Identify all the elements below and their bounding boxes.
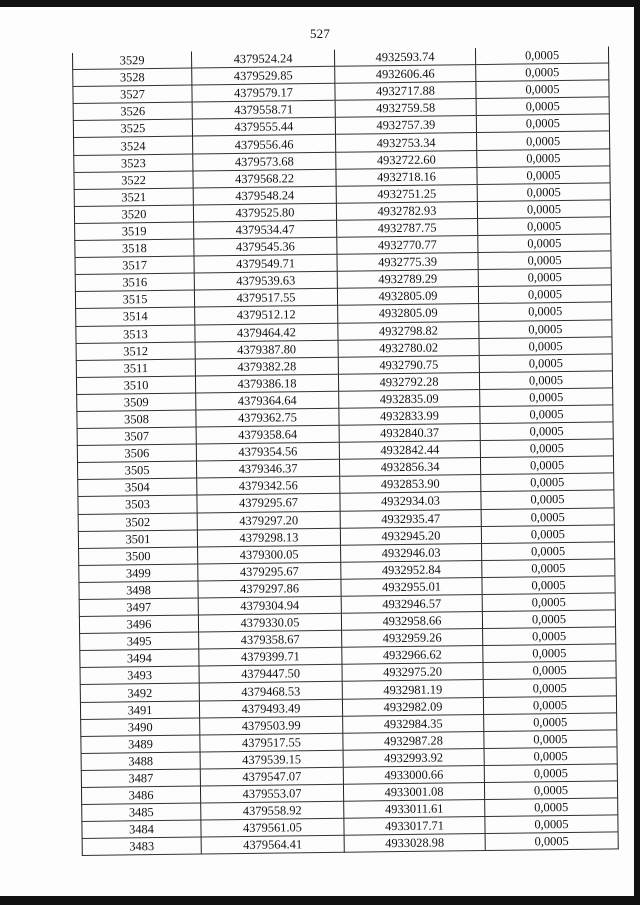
x-coordinate-cell: 4379564.41 xyxy=(201,836,344,855)
y-coordinate-cell: 4933017.71 xyxy=(344,817,485,836)
y-coordinate-cell: 4932993.92 xyxy=(343,748,484,767)
error-cell: 0,0005 xyxy=(481,473,614,492)
point-number-cell: 3506 xyxy=(77,444,196,463)
x-coordinate-cell: 4379295.67 xyxy=(198,562,341,581)
error-cell: 0,0005 xyxy=(484,781,617,800)
y-coordinate-cell: 4932593.74 xyxy=(334,48,475,66)
error-cell: 0,0005 xyxy=(479,371,612,390)
x-coordinate-cell: 4379297.86 xyxy=(198,579,341,598)
point-number-cell: 3524 xyxy=(74,137,193,156)
y-coordinate-cell: 4932782.93 xyxy=(336,201,477,220)
point-number-cell: 3511 xyxy=(76,359,195,378)
y-coordinate-cell: 4932946.03 xyxy=(341,543,482,562)
x-coordinate-cell: 4379493.49 xyxy=(199,699,342,718)
y-coordinate-cell: 4932981.19 xyxy=(342,680,483,699)
point-number-cell: 3522 xyxy=(74,171,193,190)
point-number-cell: 3518 xyxy=(75,239,194,258)
x-coordinate-cell: 4379364.64 xyxy=(196,391,339,410)
point-number-cell: 3496 xyxy=(79,615,198,634)
x-coordinate-cell: 4379539.15 xyxy=(200,750,343,769)
error-cell: 0,0005 xyxy=(481,490,614,509)
y-coordinate-cell: 4932751.25 xyxy=(336,184,477,203)
x-coordinate-cell: 4379358.64 xyxy=(196,425,339,444)
error-cell: 0,0005 xyxy=(485,798,618,817)
coordinates-table-body xyxy=(72,46,618,855)
x-coordinate-cell: 4379529.85 xyxy=(192,66,335,85)
x-coordinate-cell: 4379555.44 xyxy=(192,118,335,137)
point-number-cell: 3514 xyxy=(76,307,195,326)
x-coordinate-cell: 4379468.53 xyxy=(199,682,342,701)
x-coordinate-cell: 4379568.22 xyxy=(193,169,336,188)
x-coordinate-cell: 4379517.55 xyxy=(194,289,337,308)
x-coordinate-cell: 4379300.05 xyxy=(198,545,341,564)
x-coordinate-cell: 4379297.20 xyxy=(197,511,340,530)
point-number-cell: 3484 xyxy=(82,820,201,839)
y-coordinate-cell: 4932959.26 xyxy=(342,629,483,648)
x-coordinate-cell: 4379362.75 xyxy=(196,408,339,427)
y-coordinate-cell: 4932775.39 xyxy=(337,253,478,272)
point-number-cell: 3495 xyxy=(80,632,199,651)
page-number: 527 xyxy=(309,26,331,41)
error-cell: 0,0005 xyxy=(482,542,615,561)
point-number-cell: 3488 xyxy=(81,752,200,771)
error-cell: 0,0005 xyxy=(477,200,610,219)
point-number-cell: 3521 xyxy=(74,188,193,207)
point-number-cell: 3494 xyxy=(80,649,199,668)
error-cell: 0,0005 xyxy=(478,234,611,253)
error-cell: 0,0005 xyxy=(479,354,612,373)
y-coordinate-cell: 4932835.09 xyxy=(339,389,480,408)
x-coordinate-cell: 4379447.50 xyxy=(199,665,342,684)
x-coordinate-cell: 4379342.56 xyxy=(197,477,340,496)
coordinates-table xyxy=(72,46,619,856)
point-number-cell: 3485 xyxy=(82,803,201,822)
x-coordinate-cell: 4379525.80 xyxy=(193,203,336,222)
point-number-cell: 3515 xyxy=(75,290,194,309)
error-cell: 0,0005 xyxy=(482,593,615,612)
point-number-cell: 3529 xyxy=(72,52,191,70)
point-number-cell: 3502 xyxy=(78,513,197,532)
x-coordinate-cell: 4379549.71 xyxy=(194,254,337,273)
y-coordinate-cell: 4933000.66 xyxy=(343,765,484,784)
point-number-cell: 3483 xyxy=(82,837,201,856)
error-cell: 0,0005 xyxy=(477,131,610,150)
error-cell: 0,0005 xyxy=(482,610,615,629)
point-number-cell: 3509 xyxy=(77,393,196,412)
y-coordinate-cell: 4932606.46 xyxy=(335,65,476,84)
error-cell: 0,0005 xyxy=(475,46,608,64)
error-cell: 0,0005 xyxy=(485,832,618,851)
y-coordinate-cell: 4932792.28 xyxy=(338,372,479,391)
error-cell: 0,0005 xyxy=(484,713,617,732)
x-coordinate-cell: 4379354.56 xyxy=(196,442,339,461)
point-number-cell: 3486 xyxy=(81,786,200,805)
point-number-cell: 3498 xyxy=(79,581,198,600)
y-coordinate-cell: 4932934.03 xyxy=(340,492,481,511)
error-cell: 0,0005 xyxy=(484,730,617,749)
error-cell: 0,0005 xyxy=(482,576,615,595)
error-cell: 0,0005 xyxy=(476,114,609,133)
point-number-cell: 3492 xyxy=(80,683,199,702)
error-cell: 0,0005 xyxy=(478,285,611,304)
point-number-cell: 3510 xyxy=(76,376,195,395)
error-cell: 0,0005 xyxy=(483,661,616,680)
error-cell: 0,0005 xyxy=(481,507,614,526)
scan-border-right xyxy=(634,0,640,905)
point-number-cell: 3500 xyxy=(79,547,198,566)
point-number-cell: 3516 xyxy=(75,273,194,292)
y-coordinate-cell: 4932717.88 xyxy=(335,82,476,101)
point-number-cell: 3520 xyxy=(74,205,193,224)
x-coordinate-cell: 4379464.42 xyxy=(195,323,338,342)
y-coordinate-cell: 4932935.47 xyxy=(340,509,481,528)
y-coordinate-cell: 4932722.60 xyxy=(336,150,477,169)
y-coordinate-cell: 4932955.01 xyxy=(341,577,482,596)
x-coordinate-cell: 4379558.92 xyxy=(201,801,344,820)
x-coordinate-cell: 4379295.67 xyxy=(197,494,340,513)
x-coordinate-cell: 4379534.47 xyxy=(194,220,337,239)
x-coordinate-cell: 4379556.46 xyxy=(193,135,336,154)
error-cell: 0,0005 xyxy=(480,456,613,475)
x-coordinate-cell: 4379386.18 xyxy=(195,374,338,393)
error-cell: 0,0005 xyxy=(480,388,613,407)
y-coordinate-cell: 4932975.20 xyxy=(342,663,483,682)
error-cell: 0,0005 xyxy=(483,627,616,646)
x-coordinate-cell: 4379346.37 xyxy=(196,460,339,479)
x-coordinate-cell: 4379503.99 xyxy=(200,716,343,735)
x-coordinate-cell: 4379548.24 xyxy=(193,186,336,205)
error-cell: 0,0005 xyxy=(479,302,612,321)
point-number-cell: 3490 xyxy=(81,718,200,737)
point-number-cell: 3525 xyxy=(73,119,192,138)
point-number-cell: 3504 xyxy=(78,478,197,497)
point-number-cell: 3501 xyxy=(78,530,197,549)
x-coordinate-cell: 4379553.07 xyxy=(200,784,343,803)
x-coordinate-cell: 4379330.05 xyxy=(198,613,341,632)
y-coordinate-cell: 4932833.99 xyxy=(339,407,480,426)
point-number-cell: 3512 xyxy=(76,342,195,361)
y-coordinate-cell: 4932790.75 xyxy=(338,355,479,374)
error-cell: 0,0005 xyxy=(478,268,611,287)
point-number-cell: 3507 xyxy=(77,427,196,446)
x-coordinate-cell: 4379304.94 xyxy=(198,596,341,615)
point-number-cell: 3528 xyxy=(73,68,192,87)
error-cell: 0,0005 xyxy=(483,644,616,663)
y-coordinate-cell: 4932798.82 xyxy=(338,321,479,340)
x-coordinate-cell: 4379547.07 xyxy=(200,767,343,786)
point-number-cell: 3493 xyxy=(80,666,199,685)
y-coordinate-cell: 4932853.90 xyxy=(340,475,481,494)
y-coordinate-cell: 4933001.08 xyxy=(343,783,484,802)
y-coordinate-cell: 4932952.84 xyxy=(341,560,482,579)
y-coordinate-cell: 4933011.61 xyxy=(344,800,485,819)
error-cell: 0,0005 xyxy=(484,747,617,766)
error-cell: 0,0005 xyxy=(484,764,617,783)
point-number-cell: 3497 xyxy=(79,598,198,617)
x-coordinate-cell: 4379387.80 xyxy=(195,340,338,359)
y-coordinate-cell: 4932789.29 xyxy=(337,270,478,289)
x-coordinate-cell: 4379512.12 xyxy=(195,306,338,325)
y-coordinate-cell: 4932987.28 xyxy=(343,731,484,750)
scan-border-top xyxy=(0,0,640,7)
y-coordinate-cell: 4932780.02 xyxy=(338,338,479,357)
x-coordinate-cell: 4379517.55 xyxy=(200,733,343,752)
error-cell: 0,0005 xyxy=(480,439,613,458)
error-cell: 0,0005 xyxy=(476,97,609,116)
x-coordinate-cell: 4379561.05 xyxy=(201,818,344,837)
point-number-cell: 3526 xyxy=(73,102,192,121)
point-number-cell: 3519 xyxy=(75,222,194,241)
point-number-cell: 3487 xyxy=(81,769,200,788)
point-number-cell: 3503 xyxy=(78,495,197,514)
error-cell: 0,0005 xyxy=(476,63,609,82)
x-coordinate-cell: 4379539.63 xyxy=(194,271,337,290)
point-number-cell: 3499 xyxy=(79,564,198,583)
x-coordinate-cell: 4379573.68 xyxy=(193,152,336,171)
y-coordinate-cell: 4932856.34 xyxy=(339,458,480,477)
error-cell: 0,0005 xyxy=(478,217,611,236)
point-number-cell: 3508 xyxy=(77,410,196,429)
y-coordinate-cell: 4932770.77 xyxy=(337,236,478,255)
x-coordinate-cell: 4379579.17 xyxy=(192,83,335,102)
error-cell: 0,0005 xyxy=(483,695,616,714)
x-coordinate-cell: 4379524.24 xyxy=(191,50,334,68)
y-coordinate-cell: 4932805.09 xyxy=(338,304,479,323)
y-coordinate-cell: 4933028.98 xyxy=(344,834,485,853)
point-number-cell: 3513 xyxy=(76,325,195,344)
x-coordinate-cell: 4379382.28 xyxy=(195,357,338,376)
y-coordinate-cell: 4932982.09 xyxy=(342,697,483,716)
error-cell: 0,0005 xyxy=(477,149,610,168)
y-coordinate-cell: 4932805.09 xyxy=(337,287,478,306)
x-coordinate-cell: 4379358.67 xyxy=(199,630,342,649)
error-cell: 0,0005 xyxy=(479,319,612,338)
y-coordinate-cell: 4932842.44 xyxy=(339,441,480,460)
y-coordinate-cell: 4932958.66 xyxy=(341,612,482,631)
point-number-cell: 3517 xyxy=(75,256,194,275)
x-coordinate-cell: 4379298.13 xyxy=(197,528,340,547)
y-coordinate-cell: 4932753.34 xyxy=(336,133,477,152)
point-number-cell: 3523 xyxy=(74,154,193,173)
y-coordinate-cell: 4932840.37 xyxy=(339,424,480,443)
error-cell: 0,0005 xyxy=(483,678,616,697)
error-cell: 0,0005 xyxy=(477,166,610,185)
point-number-cell: 3491 xyxy=(80,701,199,720)
error-cell: 0,0005 xyxy=(477,183,610,202)
y-coordinate-cell: 4932966.62 xyxy=(342,646,483,665)
y-coordinate-cell: 4932718.16 xyxy=(336,167,477,186)
point-number-cell: 3505 xyxy=(78,461,197,480)
error-cell: 0,0005 xyxy=(485,815,618,834)
x-coordinate-cell: 4379558.71 xyxy=(192,101,335,120)
x-coordinate-cell: 4379545.36 xyxy=(194,237,337,256)
y-coordinate-cell: 4932757.39 xyxy=(335,116,476,135)
error-cell: 0,0005 xyxy=(476,80,609,99)
error-cell: 0,0005 xyxy=(479,337,612,356)
error-cell: 0,0005 xyxy=(480,405,613,424)
y-coordinate-cell: 4932984.35 xyxy=(343,714,484,733)
y-coordinate-cell: 4932787.75 xyxy=(337,218,478,237)
error-cell: 0,0005 xyxy=(481,525,614,544)
error-cell: 0,0005 xyxy=(480,422,613,441)
error-cell: 0,0005 xyxy=(482,559,615,578)
point-number-cell: 3489 xyxy=(81,735,200,754)
y-coordinate-cell: 4932946.57 xyxy=(341,595,482,614)
y-coordinate-cell: 4932945.20 xyxy=(340,526,481,545)
error-cell: 0,0005 xyxy=(478,251,611,270)
x-coordinate-cell: 4379399.71 xyxy=(199,648,342,667)
scan-border-bottom xyxy=(0,896,640,905)
y-coordinate-cell: 4932759.58 xyxy=(335,99,476,118)
point-number-cell: 3527 xyxy=(73,85,192,104)
